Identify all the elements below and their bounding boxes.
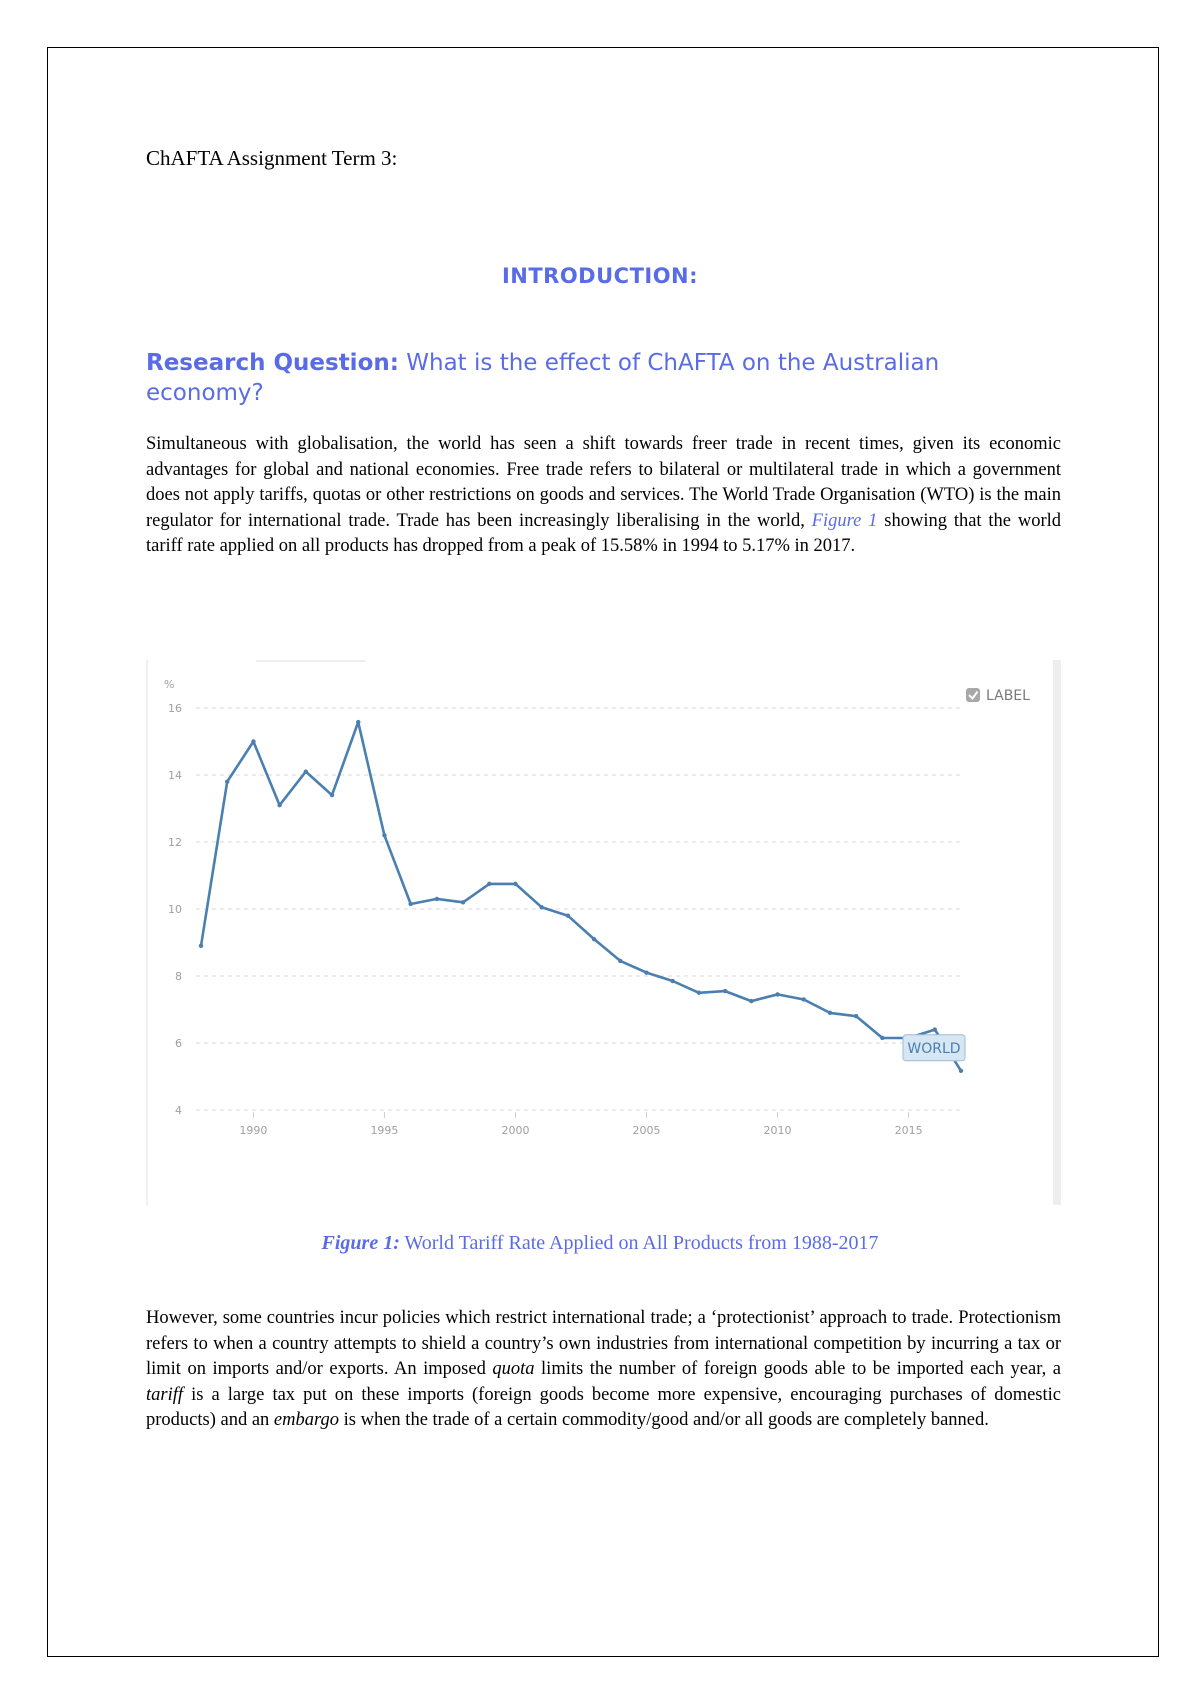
research-question-label: Research Question: (146, 350, 399, 376)
data-point[interactable] (382, 833, 386, 837)
x-tick-label: 2005 (632, 1124, 661, 1137)
caption-text: World Tariff Rate Applied on All Products from 1988-2017 (399, 1232, 879, 1254)
data-point[interactable] (933, 1027, 937, 1031)
y-tick-label: 14 (168, 769, 182, 782)
data-point[interactable] (330, 793, 334, 797)
paragraph-text: Simultaneous with globalisation, the world has seen a shift towards freer trade in recent times, given its economic advantages for global and national economies. Free trade refers to bilateral or multilateral trade in which a government does not apply tariffs, quotas or other restrictions on goods and services. The World Trade Organisation (WTO) is the main regulator for international trade. Trade has been increasingly liberalising in the world, (146, 434, 1061, 531)
series-label-text: WORLD (907, 1040, 961, 1057)
data-point[interactable] (225, 780, 229, 784)
data-point[interactable] (461, 900, 465, 904)
data-point[interactable] (854, 1014, 858, 1018)
legend-label: LABEL (986, 688, 1030, 704)
y-tick-label: 4 (175, 1104, 182, 1117)
line-chart (146, 660, 1061, 1205)
legend-checkbox[interactable] (966, 688, 980, 702)
data-point[interactable] (671, 979, 675, 983)
data-point[interactable] (277, 803, 281, 807)
gridlines (196, 708, 961, 1110)
x-axis-ticks (239, 1112, 922, 1137)
data-points (199, 720, 963, 1073)
chart-scrollbar (1053, 660, 1061, 1205)
data-point[interactable] (251, 739, 255, 743)
data-point[interactable] (487, 882, 491, 886)
data-point[interactable] (959, 1069, 963, 1073)
data-point[interactable] (408, 902, 412, 906)
x-tick-label: 1990 (239, 1124, 268, 1137)
legend[interactable] (966, 688, 1030, 704)
data-point[interactable] (802, 997, 806, 1001)
paragraph-text: showing that the world tariff rate applied on all products has dropped from a peak of 15.58% in 1994 to 5.17% in 2017. (146, 510, 1061, 556)
paragraph-text: limits the number of foreign goods able to be imported each year, a (534, 1359, 1062, 1379)
y-axis-unit: % (164, 678, 175, 691)
y-tick-label: 10 (168, 903, 182, 916)
data-point[interactable] (723, 989, 727, 993)
chart-frame-edge (256, 660, 366, 662)
caption-label: Figure 1: (321, 1232, 400, 1254)
x-tick-label: 2010 (763, 1124, 792, 1137)
data-point[interactable] (199, 944, 203, 948)
y-axis-ticks (168, 702, 182, 1117)
data-point[interactable] (749, 999, 753, 1003)
series-line-world (201, 722, 961, 1071)
y-tick-label: 16 (168, 702, 182, 715)
paragraph-text: is when the trade of a certain commodity/good and/or all goods are completely banned. (339, 1410, 989, 1430)
x-tick-label: 1995 (370, 1124, 399, 1137)
y-tick-label: 8 (175, 970, 182, 983)
chart-frame-edge (146, 660, 148, 1205)
data-point[interactable] (644, 970, 648, 974)
term-tariff: tariff (146, 1384, 184, 1405)
data-point[interactable] (435, 897, 439, 901)
paragraph-protectionism (146, 1306, 1061, 1434)
section-heading: INTRODUCTION: (501, 264, 699, 288)
data-point[interactable] (880, 1036, 884, 1040)
data-point[interactable] (775, 992, 779, 996)
document-title: ChAFTA Assignment Term 3: (146, 146, 398, 170)
research-question-text: What is the effect of ChAFTA on the Australian economy? (146, 350, 940, 406)
x-tick-label: 2000 (501, 1124, 530, 1137)
x-tick-label: 2015 (894, 1124, 923, 1137)
data-point[interactable] (828, 1011, 832, 1015)
data-point[interactable] (513, 882, 517, 886)
y-tick-label: 12 (168, 836, 182, 849)
data-point[interactable] (618, 959, 622, 963)
data-point[interactable] (566, 914, 570, 918)
figure-caption (0, 1232, 1200, 1255)
data-point[interactable] (592, 937, 596, 941)
y-tick-label: 6 (175, 1037, 182, 1050)
series-label (903, 1035, 965, 1061)
data-point[interactable] (697, 991, 701, 995)
research-question (146, 348, 1046, 408)
data-point[interactable] (539, 905, 543, 909)
data-point[interactable] (356, 720, 360, 724)
figure-reference-link[interactable]: Figure 1 (811, 510, 878, 531)
term-embargo: embargo (273, 1410, 340, 1430)
data-point[interactable] (304, 769, 308, 773)
paragraph-text: However, some countries incur policies which restrict international trade; a ‘protectionist’ approach to trade. Protectionism refers to when a country attempts to shield a country’s own industries from international competition by incurring a tax or limit on imports and/or exports. An imposed (146, 1308, 1061, 1379)
figure-1-chart (146, 660, 1061, 1205)
term-quota: quota (492, 1359, 535, 1379)
paragraph-text: is a large tax put on these imports (foreign goods become more expensive, encouraging purchases of domestic products) and an (146, 1384, 1061, 1430)
paragraph-free-trade (146, 432, 1061, 560)
